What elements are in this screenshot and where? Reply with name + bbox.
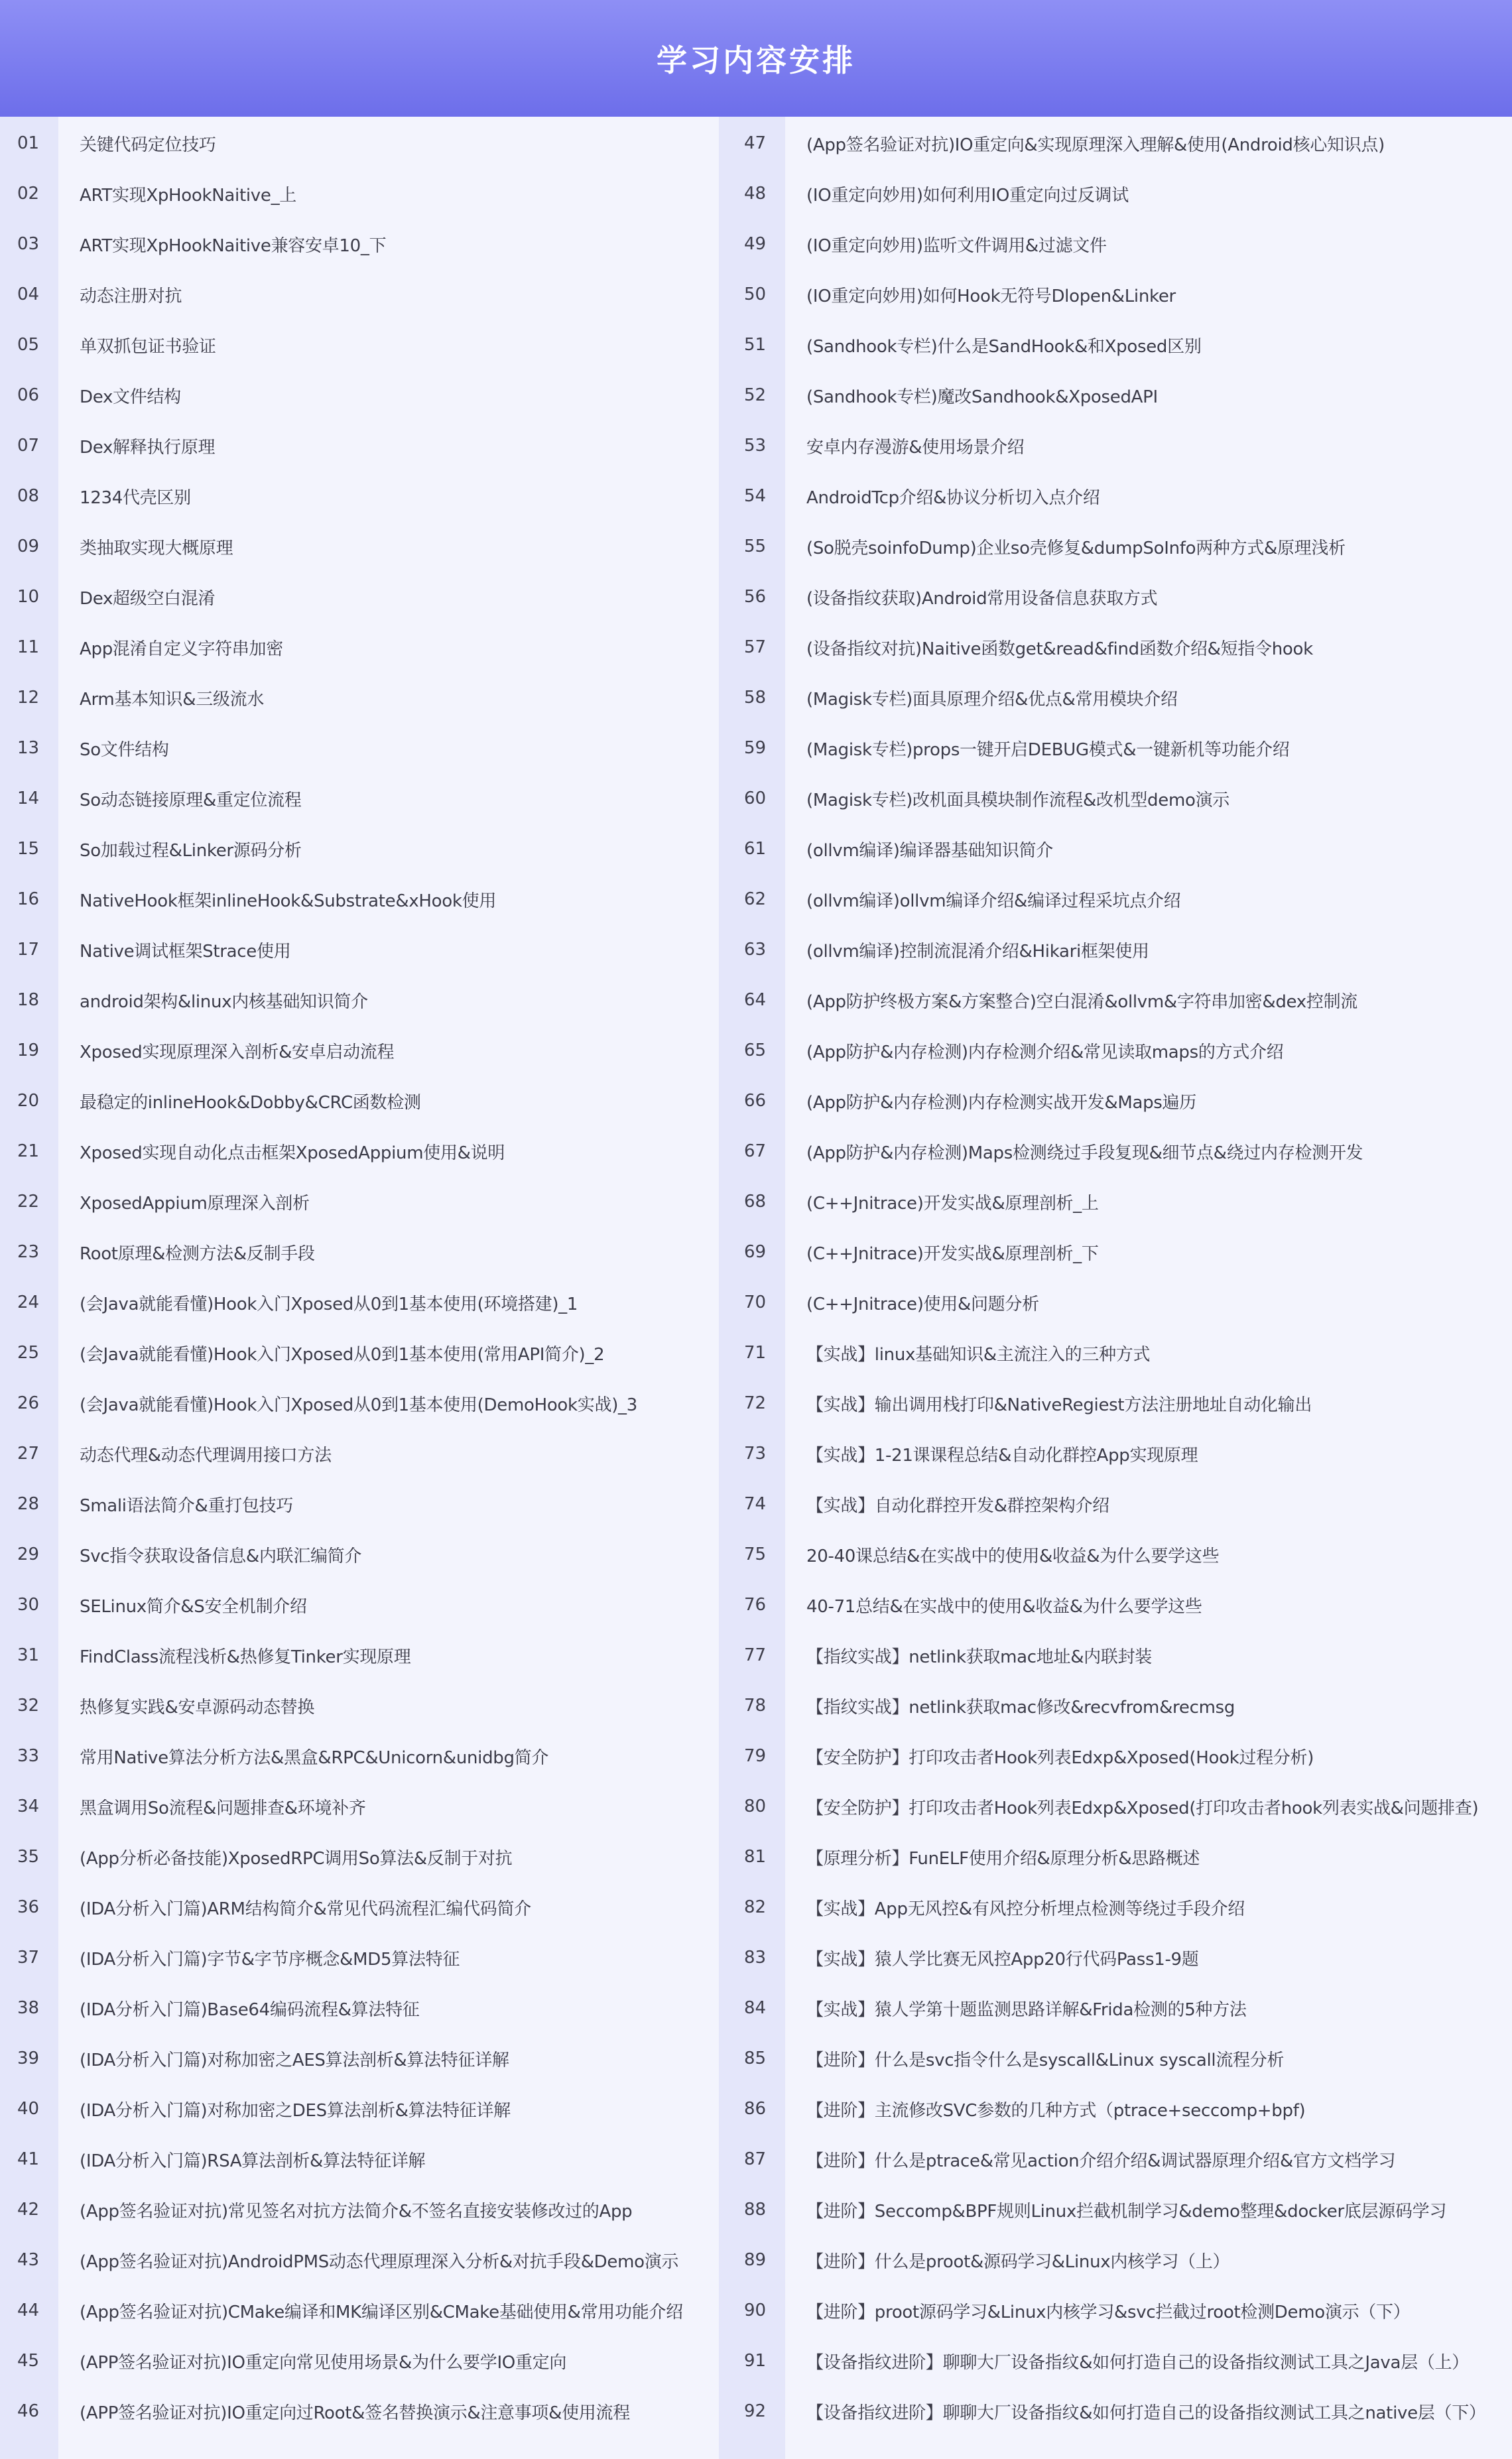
lesson-number: 23: [17, 1242, 40, 1262]
lesson-title: android架构&linux内核基础知识简介: [80, 991, 368, 1012]
lesson-number: 04: [17, 284, 40, 304]
lesson-title: 【设备指纹进阶】聊聊大厂设备指纹&如何打造自己的设备指纹测试工具之native层（下）: [806, 2403, 1486, 2423]
table-row: [0, 1277, 727, 1328]
table-row: [727, 2386, 1512, 2436]
table-row: [727, 1378, 1512, 1428]
table-row: [727, 1176, 1512, 1227]
course-schedule-table: [0, 117, 1512, 2459]
lesson-number: 57: [744, 637, 767, 657]
lesson-number: 45: [17, 2351, 40, 2371]
lesson-title: (App签名验证对抗)AndroidPMS动态代理原理深入分析&对抗手段&Demo演示: [80, 2251, 679, 2272]
lesson-title: Svc指令获取设备信息&内联汇编简介: [80, 1546, 362, 1566]
lesson-number: 22: [17, 1192, 40, 1212]
lesson-number: 83: [744, 1948, 767, 1968]
table-row: [0, 118, 727, 168]
lesson-number: 49: [744, 234, 767, 254]
lesson-title: (设备指纹获取)Android常用设备信息获取方式: [806, 588, 1158, 609]
lesson-title: (会Java就能看懂)Hook入门Xposed从0到1基本使用(常用API简介)_2: [80, 1344, 605, 1365]
table-row: [0, 1378, 727, 1428]
table-row: [0, 924, 727, 975]
table-row: [0, 219, 727, 269]
lesson-title: (会Java就能看懂)Hook入门Xposed从0到1基本使用(环境搭建)_1: [80, 1294, 578, 1314]
lesson-title: 关键代码定位技巧: [80, 135, 216, 155]
lesson-title: (ollvm编译)控制流混淆介绍&Hikari框架使用: [806, 941, 1149, 962]
lesson-title: 最稳定的inlineHook&Dobby&CRC函数检测: [80, 1092, 421, 1113]
table-row: [0, 1832, 727, 1882]
lesson-number: 70: [744, 1293, 767, 1312]
lesson-number: 51: [744, 335, 767, 355]
lesson-title: (App签名验证对抗)IO重定向&实现原理深入理解&使用(Android核心知识点): [806, 135, 1385, 155]
lesson-number: 15: [17, 839, 40, 859]
lesson-number: 09: [17, 536, 40, 556]
table-row: [727, 1126, 1512, 1176]
lesson-number: 05: [17, 335, 40, 355]
lesson-title: App混淆自定义字符串加密: [80, 639, 283, 659]
lesson-number: 07: [17, 436, 40, 456]
table-row: [0, 975, 727, 1025]
table-row: [0, 2386, 727, 2436]
lesson-title: (App防护终极方案&方案整合)空白混淆&ollvm&字符串加密&dex控制流: [806, 991, 1357, 1012]
lesson-number: 52: [744, 385, 767, 405]
lesson-title: 热修复实践&安卓源码动态替换: [80, 1697, 315, 1718]
table-row: [0, 1025, 727, 1076]
table-row: [0, 874, 727, 924]
lesson-number: 33: [17, 1746, 40, 1766]
lesson-number: 37: [17, 1948, 40, 1968]
lesson-title: ART实现XpHookNaitive兼容安卓10_下: [80, 235, 387, 256]
lesson-number: 64: [744, 990, 767, 1010]
table-row: [0, 672, 727, 723]
table-row: [0, 370, 727, 420]
lesson-number: 73: [744, 1444, 767, 1464]
lesson-number: 56: [744, 587, 767, 607]
table-row: [0, 2285, 727, 2336]
table-row: [0, 1328, 727, 1378]
lesson-number: 54: [744, 486, 767, 506]
lesson-number: 31: [17, 1645, 40, 1665]
table-row: [727, 824, 1512, 874]
table-row: [727, 1025, 1512, 1076]
table-row: [727, 1529, 1512, 1580]
lesson-number: 26: [17, 1393, 40, 1413]
lesson-title: XposedAppium原理深入剖析: [80, 1193, 310, 1214]
lesson-title: (会Java就能看懂)Hook入门Xposed从0到1基本使用(DemoHook实战)_3: [80, 1395, 637, 1415]
table-row: [727, 1731, 1512, 1781]
lesson-number: 44: [17, 2301, 40, 2320]
lesson-title: (So脱壳soinfoDump)企业so壳修复&dumpSoInfo两种方式&原理浅析: [806, 538, 1346, 558]
lesson-title: (Magisk专栏)props一键开启DEBUG模式&一键新机等功能介绍: [806, 739, 1290, 760]
lesson-title: 单双抓包证书验证: [80, 336, 216, 357]
lesson-title: 【进阶】主流修改SVC参数的几种方式（ptrace+seccomp+bpf): [806, 2100, 1306, 2121]
lesson-title: (IO重定向妙用)如何Hook无符号Dlopen&Linker: [806, 286, 1176, 306]
table-row: [0, 1630, 727, 1680]
lesson-title: Dex解释执行原理: [80, 437, 216, 458]
table-row: [727, 2033, 1512, 2084]
lesson-title: (C++Jnitrace)开发实战&原理剖析_下: [806, 1243, 1099, 1264]
lesson-title: (App签名验证对抗)常见签名对抗方法简介&不签名直接安装修改过的App: [80, 2201, 633, 2222]
page-title: 学习内容安排: [657, 42, 855, 78]
lesson-number: 41: [17, 2149, 40, 2169]
lesson-title: 1234代壳区别: [80, 487, 191, 508]
lesson-title: Native调试框架Strace使用: [80, 941, 291, 962]
lesson-title: 【实战】自动化群控开发&群控架构介绍: [806, 1495, 1109, 1516]
lesson-number: 89: [744, 2250, 767, 2270]
lesson-title: Smali语法简介&重打包技巧: [80, 1495, 293, 1516]
table-row: [727, 1277, 1512, 1328]
lesson-number: 10: [17, 587, 40, 607]
lesson-number: 36: [17, 1897, 40, 1917]
lesson-number: 42: [17, 2200, 40, 2220]
lesson-title: (App防护&内存检测)内存检测实战开发&Maps遍历: [806, 1092, 1196, 1113]
lesson-title: 【实战】linux基础知识&主流注入的三种方式: [806, 1344, 1151, 1365]
lesson-number: 24: [17, 1293, 40, 1312]
lesson-number: 46: [17, 2401, 40, 2421]
lesson-title: AndroidTcp介绍&协议分析切入点介绍: [806, 487, 1100, 508]
lesson-number: 20: [17, 1091, 40, 1111]
table-row: [727, 168, 1512, 219]
table-row: [727, 471, 1512, 521]
lesson-number: 43: [17, 2250, 40, 2270]
lesson-number: 02: [17, 184, 40, 204]
lesson-title: 20-40课总结&在实战中的使用&收益&为什么要学这些: [806, 1546, 1220, 1566]
lesson-title: (IDA分析入门篇)对称加密之AES算法剖析&算法特征详解: [80, 2050, 509, 2070]
lesson-title: 【进阶】什么是ptrace&常见action介绍介绍&调试器原理介绍&官方文档学习: [806, 2151, 1396, 2171]
lesson-number: 16: [17, 889, 40, 909]
lesson-title: (APP签名验证对抗)IO重定向过Root&签名替换演示&注意事项&使用流程: [80, 2403, 630, 2423]
lesson-title: (IDA分析入门篇)ARM结构简介&常见代码流程汇编代码简介: [80, 1899, 531, 1919]
table-row: [0, 622, 727, 672]
lesson-title: Dex超级空白混淆: [80, 588, 216, 609]
table-row: [727, 2084, 1512, 2134]
lesson-number: 75: [744, 1545, 767, 1564]
lesson-title: So加载过程&Linker源码分析: [80, 840, 302, 861]
lesson-title: (IDA分析入门篇)对称加密之DES算法剖析&算法特征详解: [80, 2100, 511, 2121]
lesson-title: 【指纹实战】netlink获取mac地址&内联封装: [806, 1647, 1152, 1667]
lesson-title: 动态注册对抗: [80, 286, 182, 306]
lesson-title: (C++Jnitrace)使用&问题分析: [806, 1294, 1039, 1314]
lesson-title: (APP签名验证对抗)IO重定向常见使用场景&为什么要学IO重定向: [80, 2352, 567, 2373]
lesson-title: FindClass流程浅析&热修复Tinker实现原理: [80, 1647, 411, 1667]
table-row: [727, 1328, 1512, 1378]
table-row: [0, 320, 727, 370]
lesson-number: 59: [744, 738, 767, 758]
table-row: [727, 572, 1512, 622]
table-row: [727, 1832, 1512, 1882]
lesson-title: (App签名验证对抗)CMake编译和MK编译区别&CMake基础使用&常用功能介绍: [80, 2302, 683, 2322]
lesson-number: 58: [744, 688, 767, 708]
table-row: [0, 521, 727, 572]
lesson-title: ART实现XpHookNaitive_上: [80, 185, 296, 206]
table-row: [727, 1630, 1512, 1680]
lesson-number: 85: [744, 2049, 767, 2068]
lesson-number: 17: [17, 940, 40, 960]
table-row: [727, 219, 1512, 269]
lesson-title: (Magisk专栏)面具原理介绍&优点&常用模块介绍: [806, 689, 1178, 710]
table-row: [0, 420, 727, 471]
lesson-number: 72: [744, 1393, 767, 1413]
lesson-title: 动态代理&动态代理调用接口方法: [80, 1445, 332, 1466]
table-row: [0, 773, 727, 824]
table-row: [0, 1126, 727, 1176]
lesson-number: 47: [744, 133, 767, 153]
table-row: [0, 168, 727, 219]
lesson-title: 【安全防护】打印攻击者Hook列表Edxp&Xposed(打印攻击者hook列表实战&问题排查): [806, 1798, 1479, 1818]
table-row: [0, 1529, 727, 1580]
lesson-number: 63: [744, 940, 767, 960]
lesson-number: 65: [744, 1040, 767, 1060]
table-row: [0, 1781, 727, 1832]
table-row: [727, 2184, 1512, 2235]
lesson-title: NativeHook框架inlineHook&Substrate&xHook使用: [80, 891, 497, 911]
lesson-title: (C++Jnitrace)开发实战&原理剖析_上: [806, 1193, 1099, 1214]
lesson-number: 48: [744, 184, 767, 204]
lesson-number: 90: [744, 2301, 767, 2320]
lesson-number: 29: [17, 1545, 40, 1564]
lesson-number: 25: [17, 1343, 40, 1363]
lesson-title: Arm基本知识&三级流水: [80, 689, 265, 710]
table-row: [0, 1428, 727, 1479]
table-row: [0, 572, 727, 622]
table-row: [0, 1479, 727, 1529]
table-row: [727, 2285, 1512, 2336]
table-row: [727, 1680, 1512, 1731]
lesson-number: 66: [744, 1091, 767, 1111]
table-row: [0, 1076, 727, 1126]
table-row: [0, 1176, 727, 1227]
lesson-number: 76: [744, 1595, 767, 1615]
lesson-number: 69: [744, 1242, 767, 1262]
lesson-number: 18: [17, 990, 40, 1010]
table-row: [727, 622, 1512, 672]
table-row: [0, 2184, 727, 2235]
lesson-title: (App防护&内存检测)内存检测介绍&常见读取maps的方式介绍: [806, 1042, 1284, 1062]
table-row: [0, 1731, 727, 1781]
table-row: [727, 672, 1512, 723]
lesson-number: 19: [17, 1040, 40, 1060]
lesson-title: 常用Native算法分析方法&黑盒&RPC&Unicorn&unidbg简介: [80, 1747, 549, 1768]
lesson-title: 黑盒调用So流程&问题排查&环境补齐: [80, 1798, 366, 1818]
lesson-number: 30: [17, 1595, 40, 1615]
lesson-title: (ollvm编译)ollvm编译介绍&编译过程采坑点介绍: [806, 891, 1181, 911]
lesson-title: 【实战】App无风控&有风控分析埋点检测等绕过手段介绍: [806, 1899, 1245, 1919]
lesson-number: 61: [744, 839, 767, 859]
lesson-number: 87: [744, 2149, 767, 2169]
lesson-number: 11: [17, 637, 40, 657]
lesson-title: Xposed实现自动化点击框架XposedAppium使用&说明: [80, 1143, 505, 1163]
lesson-title: 【实战】输出调用栈打印&NativeRegiest方法注册地址自动化输出: [806, 1395, 1312, 1415]
lesson-title: 【进阶】Seccomp&BPF规则Linux拦截机制学习&demo整理&docker底层源码学习: [806, 2201, 1447, 2222]
right-column: [727, 117, 1512, 2459]
table-row: [0, 1882, 727, 1932]
lesson-title: 【进阶】proot源码学习&Linux内核学习&svc拦截过root检测Demo演示（下）: [806, 2302, 1411, 2322]
lesson-number: 50: [744, 284, 767, 304]
lesson-number: 38: [17, 1998, 40, 2018]
table-row: [0, 1680, 727, 1731]
table-row: [727, 2134, 1512, 2184]
lesson-number: 06: [17, 385, 40, 405]
lesson-title: 安卓内存漫游&使用场景介绍: [806, 437, 1025, 458]
lesson-title: 【指纹实战】netlink获取mac修改&recvfrom&recmsg: [806, 1697, 1235, 1718]
table-row: [727, 118, 1512, 168]
table-row: [0, 1983, 727, 2033]
table-row: [727, 1227, 1512, 1277]
lesson-number: 77: [744, 1645, 767, 1665]
lesson-number: 39: [17, 2049, 40, 2068]
table-row: [727, 1076, 1512, 1126]
table-row: [727, 521, 1512, 572]
lesson-number: 68: [744, 1192, 767, 1212]
lesson-title: 【设备指纹进阶】聊聊大厂设备指纹&如何打造自己的设备指纹测试工具之Java层（上）: [806, 2352, 1469, 2373]
lesson-number: 08: [17, 486, 40, 506]
lesson-number: 81: [744, 1847, 767, 1867]
table-row: [727, 370, 1512, 420]
table-row: [727, 975, 1512, 1025]
lesson-number: 27: [17, 1444, 40, 1464]
lesson-number: 13: [17, 738, 40, 758]
table-row: [0, 723, 727, 773]
lesson-number: 71: [744, 1343, 767, 1363]
lesson-title: (IDA分析入门篇)字节&字节序概念&MD5算法特征: [80, 1949, 460, 1970]
lesson-title: 类抽取实现大概原理: [80, 538, 233, 558]
lesson-title: (ollvm编译)编译器基础知识简介: [806, 840, 1053, 861]
lesson-number: 60: [744, 788, 767, 808]
lesson-title: 【进阶】什么是proot&源码学习&Linux内核学习（上）: [806, 2251, 1230, 2272]
table-row: [727, 1580, 1512, 1630]
table-row: [0, 1580, 727, 1630]
table-row: [0, 2033, 727, 2084]
lesson-title: (IDA分析入门篇)RSA算法剖析&算法特征详解: [80, 2151, 426, 2171]
lesson-title: (设备指纹对抗)Naitive函数get&read&find函数介绍&短指令hook: [806, 639, 1313, 659]
lesson-title: So动态链接原理&重定位流程: [80, 790, 302, 810]
table-row: [727, 1882, 1512, 1932]
lesson-title: (IO重定向妙用)监听文件调用&过滤文件: [806, 235, 1107, 256]
lesson-number: 86: [744, 2099, 767, 2119]
lesson-number: 03: [17, 234, 40, 254]
table-row: [0, 2336, 727, 2386]
lesson-title: 【安全防护】打印攻击者Hook列表Edxp&Xposed(Hook过程分析): [806, 1747, 1314, 1768]
lesson-number: 82: [744, 1897, 767, 1917]
lesson-title: (Sandhook专栏)什么是SandHook&和Xposed区别: [806, 336, 1202, 357]
table-row: [727, 1932, 1512, 1983]
lesson-title: 40-71总结&在实战中的使用&收益&为什么要学这些: [806, 1596, 1202, 1617]
table-row: [0, 824, 727, 874]
lesson-number: 21: [17, 1141, 40, 1161]
table-row: [727, 2235, 1512, 2285]
table-row: [0, 471, 727, 521]
table-row: [727, 723, 1512, 773]
lesson-title: (App防护&内存检测)Maps检测绕过手段复现&细节点&绕过内存检测开发: [806, 1143, 1363, 1163]
lesson-title: (Magisk专栏)改机面具模块制作流程&改机型demo演示: [806, 790, 1229, 810]
table-row: [727, 924, 1512, 975]
lesson-number: 40: [17, 2099, 40, 2119]
lesson-number: 35: [17, 1847, 40, 1867]
left-column: [0, 117, 727, 2459]
table-row: [727, 773, 1512, 824]
table-row: [0, 2235, 727, 2285]
table-row: [727, 320, 1512, 370]
lesson-number: 62: [744, 889, 767, 909]
lesson-title: SELinux简介&S安全机制介绍: [80, 1596, 307, 1617]
table-row: [0, 2084, 727, 2134]
lesson-title: (IDA分析入门篇)Base64编码流程&算法特征: [80, 1999, 420, 2020]
lesson-number: 88: [744, 2200, 767, 2220]
lesson-number: 79: [744, 1746, 767, 1766]
lesson-title: 【实战】猿人学第十题监测思路详解&Frida检测的5种方法: [806, 1999, 1247, 2020]
table-row: [727, 420, 1512, 471]
lesson-number: 53: [744, 436, 767, 456]
lesson-number: 12: [17, 688, 40, 708]
lesson-title: 【进阶】什么是svc指令什么是syscall&Linux syscall流程分析: [806, 2050, 1285, 2070]
table-row: [727, 1781, 1512, 1832]
lesson-title: Xposed实现原理深入剖析&安卓启动流程: [80, 1042, 395, 1062]
lesson-number: 74: [744, 1494, 767, 1514]
lesson-number: 28: [17, 1494, 40, 1514]
lesson-title: (App分析必备技能)XposedRPC调用So算法&反制于对抗: [80, 1848, 513, 1869]
table-row: [0, 2134, 727, 2184]
header-banner: [0, 0, 1512, 117]
table-row: [727, 1479, 1512, 1529]
lesson-number: 14: [17, 788, 40, 808]
lesson-number: 34: [17, 1797, 40, 1816]
table-row: [727, 874, 1512, 924]
table-row: [727, 2336, 1512, 2386]
lesson-number: 80: [744, 1797, 767, 1816]
lesson-number: 01: [17, 133, 40, 153]
lesson-title: 【原理分析】FunELF使用介绍&原理分析&思路概述: [806, 1848, 1200, 1869]
lesson-title: (Sandhook专栏)魔改Sandhook&XposedAPI: [806, 387, 1158, 407]
lesson-number: 78: [744, 1696, 767, 1716]
lesson-title: Root原理&检测方法&反制手段: [80, 1243, 315, 1264]
lesson-number: 32: [17, 1696, 40, 1716]
table-row: [0, 1932, 727, 1983]
lesson-title: Dex文件结构: [80, 387, 181, 407]
table-row: [0, 269, 727, 320]
table-row: [727, 1983, 1512, 2033]
lesson-number: 92: [744, 2401, 767, 2421]
lesson-number: 91: [744, 2351, 767, 2371]
table-row: [727, 269, 1512, 320]
lesson-number: 67: [744, 1141, 767, 1161]
lesson-title: 【实战】1-21课课程总结&自动化群控App实现原理: [806, 1445, 1198, 1466]
lesson-number: 84: [744, 1998, 767, 2018]
lesson-number: 55: [744, 536, 767, 556]
lesson-title: So文件结构: [80, 739, 169, 760]
table-row: [0, 1227, 727, 1277]
lesson-title: (IO重定向妙用)如何利用IO重定向过反调试: [806, 185, 1129, 206]
lesson-title: 【实战】猿人学比赛无风控App20行代码Pass1-9题: [806, 1949, 1199, 1970]
table-row: [727, 1428, 1512, 1479]
